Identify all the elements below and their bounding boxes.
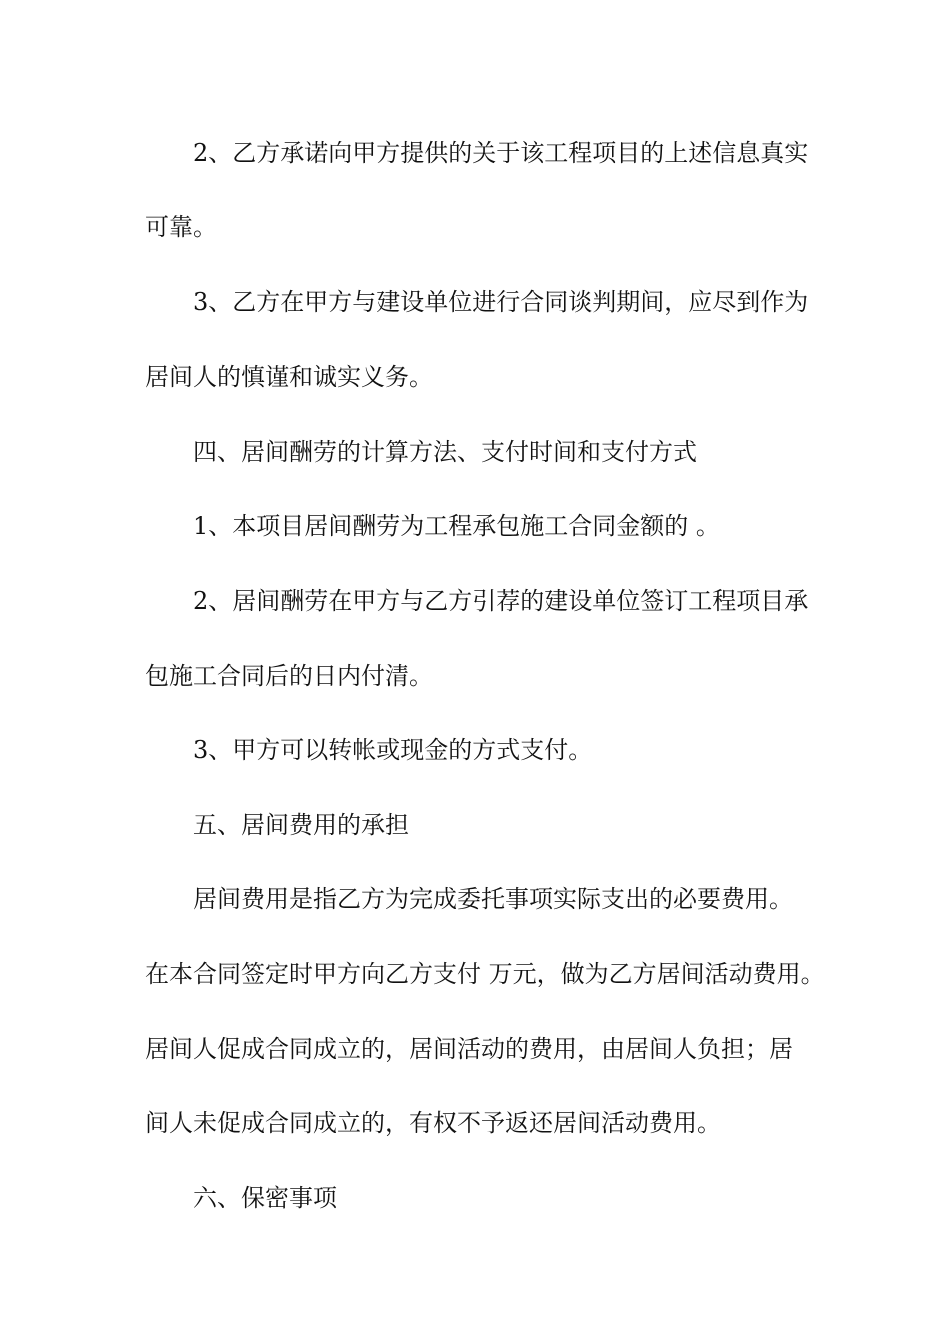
paragraph-3-line-1: 3、乙方在甲方与建设单位进行合同谈判期间，应尽到作为	[193, 288, 809, 316]
section-5-para-line-3: 居间人促成合同成立的，居间活动的费用，由居间人负担；居	[145, 1035, 793, 1063]
paragraph-3-line-2: 居间人的慎谨和诚实义务。	[145, 363, 433, 391]
paragraph-2-line-1: 2、乙方承诺向甲方提供的关于该工程项目的上述信息真实	[193, 139, 809, 167]
section-4-item-2-line-2: 包施工合同后的日内付清。	[145, 662, 433, 690]
section-5-para-line-1: 居间费用是指乙方为完成委托事项实际支出的必要费用。	[193, 885, 793, 913]
paragraph-2-line-2: 可靠。	[145, 213, 217, 241]
section-5-para-line-4: 间人未促成合同成立的，有权不予返还居间活动费用。	[145, 1109, 721, 1137]
section-4-heading: 四、居间酬劳的计算方法、支付时间和支付方式	[193, 438, 697, 466]
section-6-heading: 六、保密事项	[193, 1184, 337, 1212]
section-4-item-1: 1、本项目居间酬劳为工程承包施工合同金额的 。	[193, 512, 720, 540]
section-5-heading: 五、居间费用的承担	[193, 811, 409, 839]
section-4-item-3: 3、甲方可以转帐或现金的方式支付。	[193, 736, 593, 764]
section-4-item-2-line-1: 2、居间酬劳在甲方与乙方引荐的建设单位签订工程项目承	[193, 587, 809, 615]
section-5-para-line-2: 在本合同签定时甲方向乙方支付 万元，做为乙方居间活动费用。	[145, 960, 825, 988]
